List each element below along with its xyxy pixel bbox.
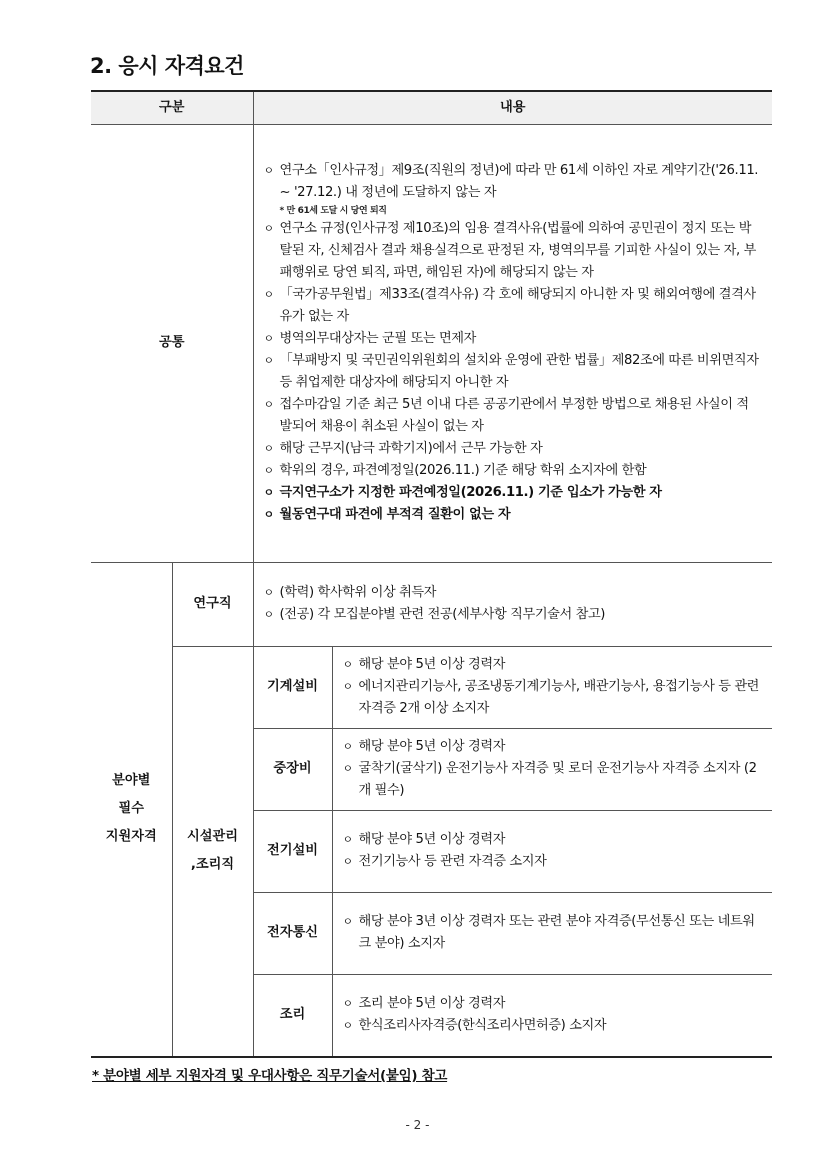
field-label-line3: 지원자격 [105,829,157,845]
list-item: ㅇ 해당 분야 3년 이상 경력자 또는 관련 분야 자격증(무선통신 또는 네트워크 분야) 소지자 [343,911,761,955]
page-number: - 2 - [405,1118,430,1132]
list-item: ㅇ 월동연구대 파견에 부적격 질환이 없는 자 [264,504,761,526]
facility-row-mechanical [91,646,772,728]
list-item: ㅇ 해당 분야 5년 이상 경력자 [343,654,761,676]
list-item: ㅇ (전공) 각 모집분야별 관련 전공(세부사항 직무기술서 참고) [264,604,761,626]
list-item: ㅇ 한식조리사자격증(한식조리사면허증) 소지자 [343,1015,761,1037]
common-list-cont [264,218,761,526]
list-item: ㅇ 「부패방지 및 국민권익위원회의 설치와 운영에 관한 법률」제82조에 따른 비위면직자 등 취업제한 대상자에 해당되지 아니한 자 [264,350,761,394]
research-label: 연구직 [172,562,253,646]
list-item: ㅇ 에너지관리기능사, 공조냉동기계기능사, 배관기능사, 용접기능사 등 관련자격증 2개 이상 소지자 [343,676,761,720]
research-row [91,562,772,646]
subfield-label: 전자통신 [253,892,332,974]
research-list [264,582,761,626]
list-item: ㅇ 전기기능사 등 관련 자격증 소지자 [343,851,761,873]
research-content [253,562,772,646]
eligibility-table [91,90,772,1058]
subfield-label: 중장비 [253,728,332,810]
subfield-label: 조리 [253,974,332,1057]
subfield-content [332,974,772,1057]
list-item: ㅇ 해당 분야 5년 이상 경력자 [343,736,761,758]
subfield-content [332,892,772,974]
facility-label-line1: 시설관리 [187,829,238,845]
subfield-list [343,829,761,873]
list-item: ㅇ 해당 근무지(남극 과학기지)에서 근무 가능한 자 [264,438,761,460]
subfield-list [343,911,761,955]
common-list [264,160,761,204]
list-item: ㅇ 병역의무대상자는 군필 또는 면제자 [264,328,761,350]
list-item: ㅇ 연구소「인사규정」제9조(직원의 정년)에 따라 만 61세 이하인 자로 계약기간('26.11. ~ '27.12.) 내 정년에 도달하지 않는 자 [264,160,761,204]
subfield-list [343,736,761,802]
field-label-line1: 분야별 [112,773,151,789]
list-item: ㅇ 해당 분야 5년 이상 경력자 [343,829,761,851]
list-item: ㅇ 조리 분야 5년 이상 경력자 [343,993,761,1015]
table-header-row [91,91,772,124]
field-label-line2: 필수 [118,801,144,817]
subfield-content [332,810,772,892]
list-item: ㅇ 접수마감일 기준 최근 5년 이내 다른 공공기관에서 부정한 방법으로 채용된 사실이 적발되어 채용이 취소된 사실이 없는 자 [264,394,761,438]
common-content [253,124,772,562]
common-label: 공통 [91,124,253,562]
list-item: ㅇ 「국가공무원법」제33조(결격사유) 각 호에 해당되지 아니한 자 및 해외여행에 결격사유가 없는 자 [264,284,761,328]
footnote: * 분야별 세부 지원자격 및 우대사항은 직무기술서(붙임) 참고 [92,1068,448,1084]
list-item: ㅇ 학위의 경우, 파견예정일(2026.11.) 기준 해당 학위 소지자에 한함 [264,460,761,482]
subfield-label: 전기설비 [253,810,332,892]
header-content: 내용 [253,91,772,124]
subfield-label: 기계설비 [253,646,332,728]
page-title: 2. 응시 자격요건 [90,54,244,78]
facility-label-line2: ,조리직 [190,857,235,873]
list-item: ㅇ 연구소 규정(인사규정 제10조)의 임용 결격사유(법률에 의하여 공민권이 정지 또는 박탈된 자, 신체검사 결과 채용실격으로 판정된 자, 병역의무를 기피한 사실이 있는 자, 부패행위로 당연 퇴직, 파면, 해임된 자)에 해당되지 않는 자 [264,218,761,284]
subfield-content [332,646,772,728]
list-item: ㅇ 극지연구소가 지정한 파견예정일(2026.11.) 기준 입소가 가능한 자 [264,482,761,504]
header-category: 구분 [91,91,253,124]
common-row [91,124,772,562]
subfield-list [343,993,761,1037]
subfield-list [343,654,761,720]
subfield-content [332,728,772,810]
facility-label [172,646,253,1057]
list-item: ㅇ (학력) 학사학위 이상 취득자 [264,582,761,604]
field-label [91,562,172,1057]
retirement-note: * 만 61세 도달 시 당연 퇴직 [279,206,387,216]
list-item: ㅇ 굴착기(굴삭기) 운전기능사 자격증 및 로더 운전기능사 자격증 소지자 (2개 필수) [343,758,761,802]
